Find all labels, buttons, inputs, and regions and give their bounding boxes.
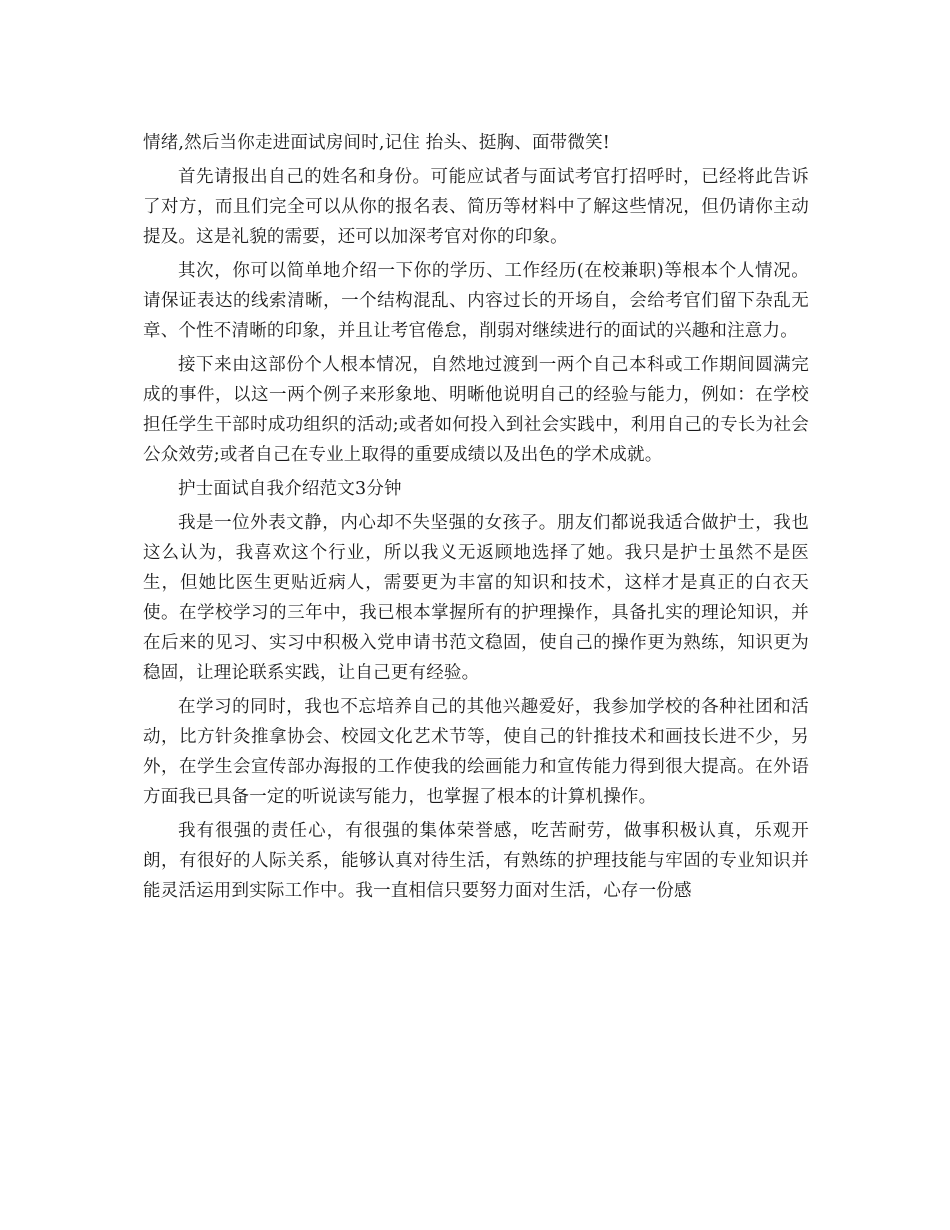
- document-body: [143, 128, 809, 910]
- section-heading: 护士面试自我介绍范文3分钟: [178, 479, 402, 499]
- paragraph-hobbies: 在学习的同时，我也不忘培养自己的其他兴趣爱好，我参加学校的各种社团和活动，比方针灸推拿协会、校园文化艺术节等，使自己的针推技术和画技长进不少，另外，在学生会宣传部办海报的工作使我的绘画能力和宣传能力得到很大提高。在外语方面我已具备一定的听说读写能力，也掌握了根本的计算机操作。: [143, 697, 809, 807]
- paragraph-achievements: 接下来由这部份个人根本情况，自然地过渡到一两个自己本科或工作期间圆满完成的事件，以这一两个例子来形象地、明晰他说明自己的经验与能力，例如：在学校担任学生干部时成功组织的活动;或者如何投入到社会实践中，利用自己的专长为社会公众效劳;或者自己在专业上取得的重要成绩以及出色的学术成就。: [143, 355, 809, 465]
- paragraph-continuation: 情绪,然后当你走进面试房间时,记住 抬头、挺胸、面带微笑!: [143, 133, 611, 153]
- paragraph-character: 我有很强的责任心，有很强的集体荣誉感，吃苦耐劳，做事积极认真，乐观开朗，有很好的人际关系，能够认真对待生活，有熟练的护理技能与牢固的专业知识并能灵活运用到实际工作中。我一直相信只要努力面对生活，心存一份感: [143, 821, 809, 901]
- paragraph-name-identity: 首先请报出自己的姓名和身份。可能应试者与面试考官打招呼时，已经将此告诉了对方，而且们完全可以从你的报名表、简历等材料中了解这些情况，但仍请你主动提及。这是礼貌的需要，还可以加深考官对你的印象。: [143, 167, 809, 247]
- paragraph-nurse-intro: 我是一位外表文静，内心却不失坚强的女孩子。朋友们都说我适合做护士，我也这么认为，我喜欢这个行业，所以我义无返顾地选择了她。我只是护士虽然不是医生，但她比医生更贴近病人，需要更为丰富的知识和技术，这样才是真正的白衣天使。在学校学习的三年中，我已根本掌握所有的护理操作，具备扎实的理论知识，并在后来的见习、实习中积极入党申请书范文稳固，使自己的操作更为熟练，知识更为稳固，让理论联系实践，让自己更有经验。: [143, 513, 809, 683]
- paragraph-education-experience: 其次，你可以简单地介绍一下你的学历、工作经历(在校兼职)等根本个人情况。请保证表达的线索清晰，一个结构混乱、内容过长的开场自，会给考官们留下杂乱无章、个性不清晰的印象，并且让考官倦怠，削弱对继续进行的面试的兴趣和注意力。: [143, 261, 809, 341]
